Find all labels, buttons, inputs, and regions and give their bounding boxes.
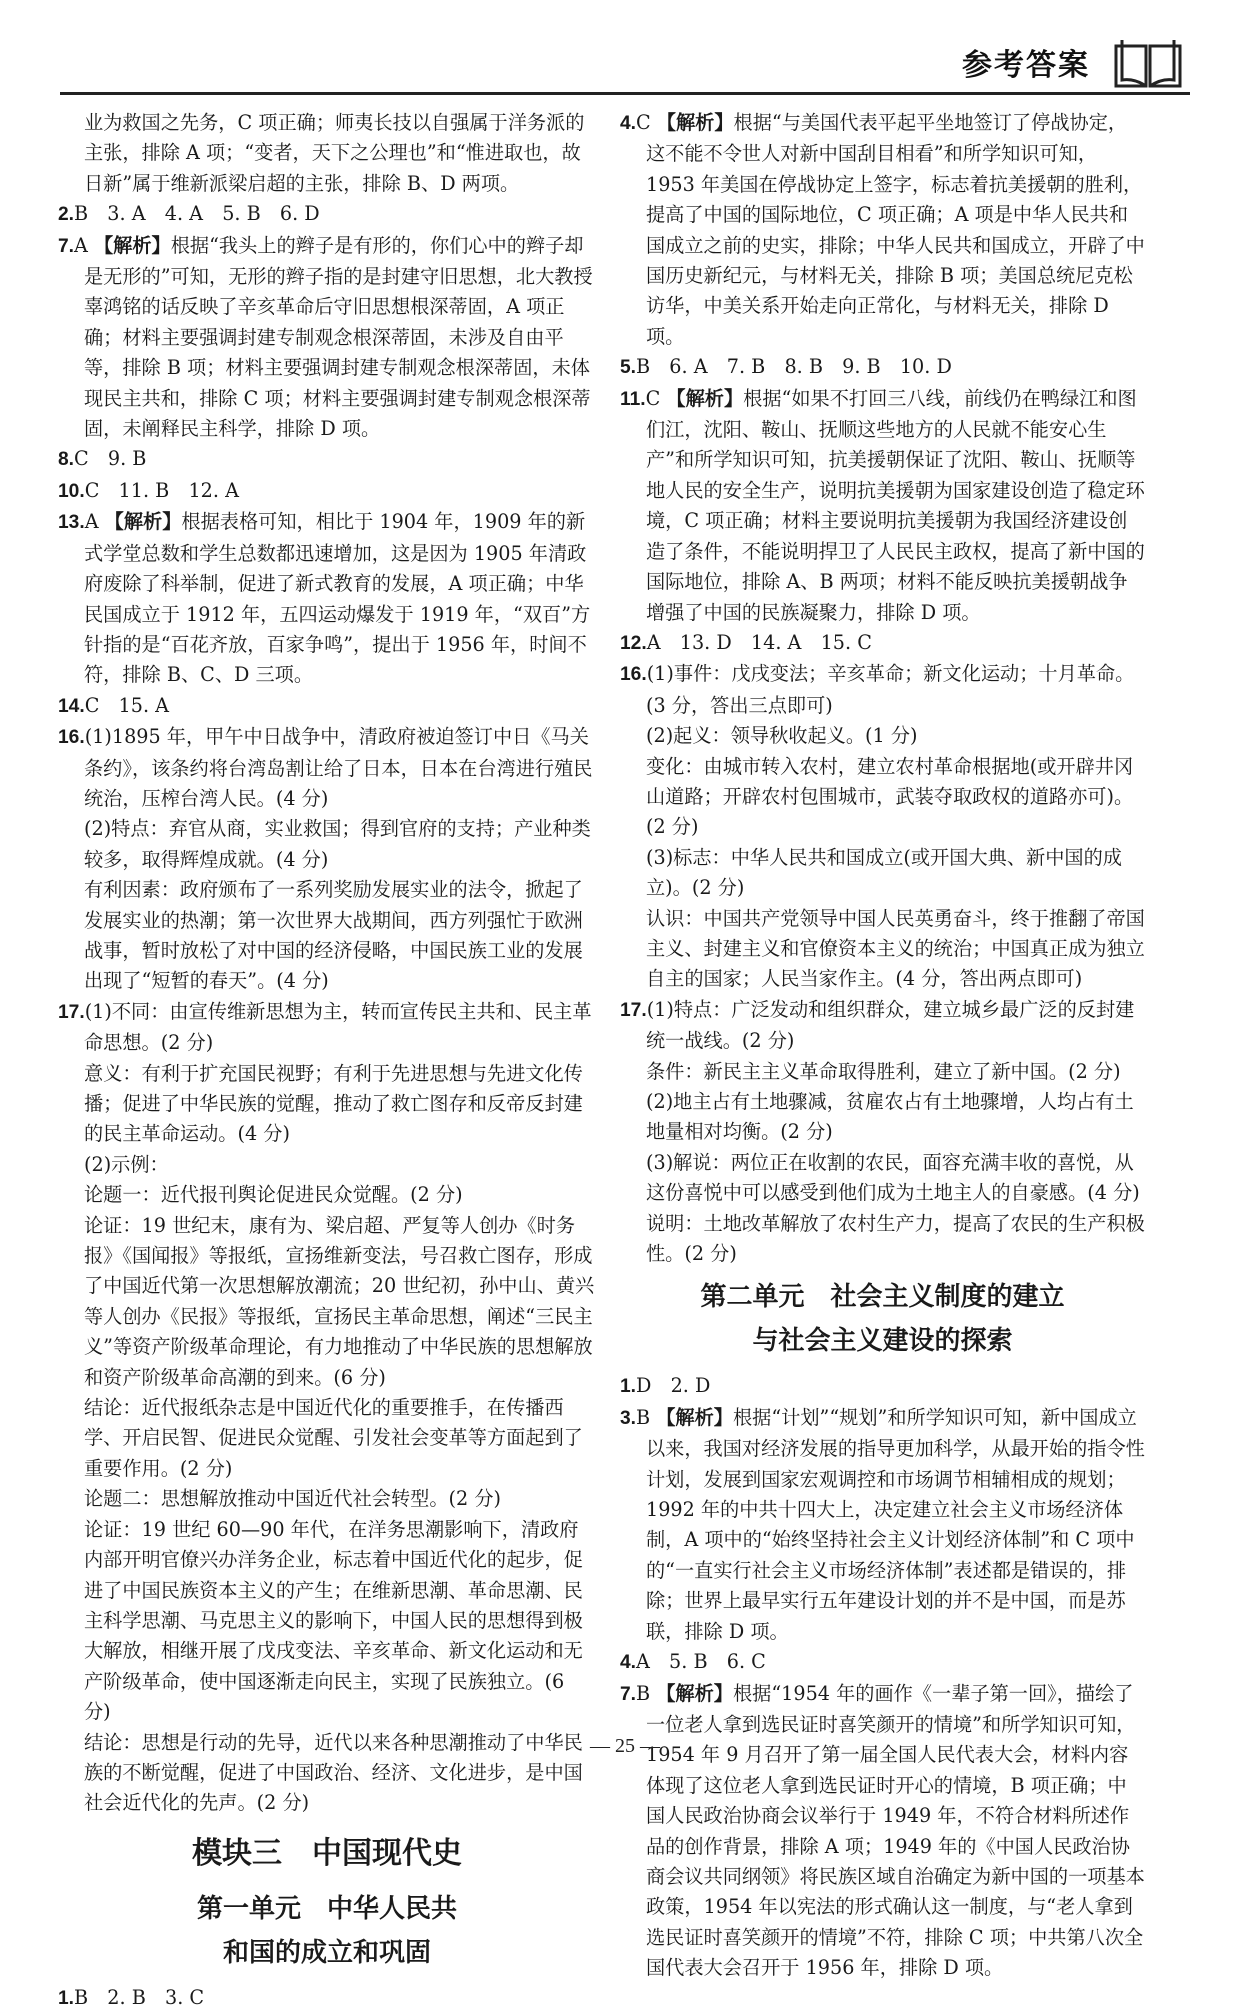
item-number: 10. bbox=[58, 480, 85, 502]
unit-title-line-2: 和国的成立和巩固 bbox=[222, 1937, 431, 1968]
answer-continuation: 业为救国之先务，C 项正确；师夷长技以自强属于洋务派的主张，排除 A 项；“变者，天下之公理也”和“惟进取也，故日新”属于维新派梁启超的主张，排除 B、D 两项。 bbox=[84, 111, 585, 195]
answer-item-1 bbox=[58, 1983, 596, 2014]
answer-item-4 bbox=[620, 1647, 1145, 1678]
item-number: 12. bbox=[620, 632, 647, 654]
item-text: (1)特点：广泛发动和组织群众，建立城乡最广泛的反封建统一战线。(2 分) bbox=[646, 997, 1135, 1053]
answer-subpart: (2)特点：弃官从商，实业救国；得到官府的支持；产业种类较多，取得辉煌成就。(4 分) bbox=[84, 817, 591, 871]
answer-item-1 bbox=[620, 1371, 1145, 1402]
page-number: — 25 — bbox=[590, 1735, 660, 1757]
answer-item-16 bbox=[620, 659, 1145, 721]
answer-subpart: 意义：有利于扩充国民视野；有利于先进思想与先进文化传播；促进了中华民族的觉醒，推动了救亡图存和反帝反封建的民主革命运动。(4 分) bbox=[84, 1061, 583, 1146]
right-column bbox=[620, 108, 1145, 1984]
item-number: 11. bbox=[620, 388, 646, 410]
module-title: 模块三 中国现代史 bbox=[192, 1835, 462, 1871]
left-column bbox=[58, 108, 596, 2014]
item-text: 根据表格可知，相比于 1904 年，1909 年的新式学堂总数和学生总数都迅速增加，这是因为 1905 年清政府废除了科举制，促进了新式教育的发展，A 项正确；中华民国成立于 1912 年，五四运动爆发于 1919 年，“双百”方针指的是“百花齐放，百家争鸣”，提出于 1956 年，时间不符，排除 B、C、D 三项。 bbox=[84, 510, 591, 687]
answer-subpart: 论证：19 世纪 60—90 年代，在洋务思潮影响下，清政府内部开明官僚兴办洋务企业，标志着中国近代化的起步，促进了中国民族资本主义的产生；在维新思潮、革命思潮、民主科学思潮、马克思主义的影响下，中国人民的思想得到极大解放，相继开展了戊戌变法、辛亥革命、新文化运动和无产阶级革命，使中国逐渐走向民主，实现了民族独立。(6 分) bbox=[84, 1517, 583, 1724]
item-number: 14. bbox=[58, 695, 85, 717]
answer-subpart: (2)地主占有土地骤减，贫雇农占有土地骤增，人均占有土地量相对均衡。(2 分) bbox=[646, 1090, 1134, 1144]
answer-item-4 bbox=[620, 108, 1145, 352]
item-number: 1. bbox=[620, 1376, 637, 1398]
item-text: (1)事件：戊戌变法；辛亥革命；新文化运动；十月革命。(3 分，答出三点即可) bbox=[646, 662, 1135, 717]
item-answer: C bbox=[645, 386, 667, 410]
answer-item-3 bbox=[620, 1403, 1145, 1647]
answer-subpart: 论题一：近代报刊舆论促进民众觉醒。(2 分) bbox=[84, 1183, 463, 1207]
book-icon bbox=[1108, 36, 1188, 92]
answer-subpart: 有利因素：政府颁布了一系列奖励发展实业的法令，掀起了发展实业的热潮；第一次世界大战期间，西方列强忙于欧洲战事，暂时放松了对中国的经济侵略，中国民族工业的发展出现了“短暂的春天”。(4 分) bbox=[84, 878, 583, 993]
item-number: 7. bbox=[620, 1683, 637, 1705]
item-answer: A bbox=[74, 233, 94, 257]
item-text: C 15. A bbox=[84, 693, 170, 717]
item-text: B 6. A 7. B 8. B 9. B 10. D bbox=[636, 355, 952, 379]
item-number: 16. bbox=[620, 664, 647, 686]
item-text: A 13. D 14. A 15. C bbox=[646, 630, 872, 654]
answer-subpart: (3)标志：中华人民共和国成立(或开国大典、新中国的成立)。(2 分) bbox=[646, 845, 1122, 900]
answer-item-8 bbox=[58, 444, 596, 475]
item-text: 根据“1954 年的画作《一辈子第一回》，描绘了一位老人拿到选民证时喜笑颜开的情境”和所学知识可知，1954 年 9 月召开了第一届全国人民代表大会，材料内容体现了这位老人拿到选民证时开心的情境，B 项正确；中国人民政治协商会议举行于 1949 年，不符合材料所述作品的创作背景，排除 A 项；1949 年的《中国人民政治协商会议共同纲领》将民族区域自治确定为新中国的一项基本政策，1954 年以宪法的形式确认这一制度，与“老人拿到选民证时喜笑颜开的情境”不符，排除 C 项；中共第八次全国代表大会召开于 1956 年，排除 D 项。 bbox=[646, 1681, 1145, 1980]
item-text: C 9. B bbox=[74, 447, 147, 471]
answer-item-14 bbox=[58, 691, 596, 722]
item-answer: B bbox=[636, 1405, 657, 1429]
answer-item-5 bbox=[620, 352, 1145, 383]
header-title: 参考答案 bbox=[962, 48, 1090, 83]
item-number: 17. bbox=[620, 999, 647, 1021]
item-answer: C bbox=[636, 111, 657, 134]
answer-subpart: (2)起义：领导秋收起义。(1 分) bbox=[646, 724, 918, 748]
item-number: 17. bbox=[58, 1001, 85, 1023]
header-rule bbox=[60, 92, 1190, 95]
answer-subpart: 变化：由城市转入农村，建立农村革命根据地(或开辟井冈山道路；开辟农村包围城市，武装夺取政权的道路亦可)。(2 分) bbox=[646, 754, 1134, 839]
answer-subpart: (2)示例： bbox=[84, 1152, 169, 1176]
item-text: C 11. B 12. A bbox=[84, 478, 239, 502]
analysis-tag: 【解析】 bbox=[93, 233, 171, 257]
item-text: 根据“计划”“规划”和所学知识可知，新中国成立以来，我国对经济发展的指导更加科学，从最开始的指令性计划，发展到国家宏观调控和市场调节相辅相成的规划；1992 年的中共十四大上，决定建立社会主义市场经济体制，A 项中的“始终坚持社会主义计划经济体制”和 C 项中的“一直实行社会主义市场经济体制”表述都是错误的，排除；世界上最早实行五年建设计划的并不是中国，而是苏联，排除 D 项。 bbox=[646, 1405, 1145, 1643]
answer-item-17 bbox=[620, 995, 1145, 1057]
item-number: 1. bbox=[58, 1987, 75, 2009]
answer-item-12 bbox=[620, 628, 1145, 659]
answer-subpart: 认识：中国共产党领导中国人民英勇奋斗，终于推翻了帝国主义、封建主义和官僚资本主义的统治；中国真正成为独立自主的国家；人民当家作主。(4 分，答出两点即可) bbox=[646, 906, 1145, 991]
analysis-tag: 【解析】 bbox=[666, 386, 744, 410]
analysis-tag: 【解析】 bbox=[104, 510, 182, 534]
item-text: A 5. B 6. C bbox=[636, 1650, 766, 1674]
analysis-tag: 【解析】 bbox=[656, 111, 734, 134]
item-number: 13. bbox=[58, 512, 85, 534]
analysis-tag: 【解析】 bbox=[656, 1681, 733, 1705]
item-number: 16. bbox=[58, 727, 85, 749]
answer-subpart: 论题二：思想解放推动中国近代社会转型。(2 分) bbox=[84, 1487, 502, 1511]
item-text: B 2. B 3. C bbox=[74, 1985, 205, 2009]
answer-item-7 bbox=[620, 1679, 1145, 1984]
answer-subpart: 论证：19 世纪末，康有为、梁启超、严复等人创办《时务报》《国闻报》等报纸，宣扬维新变法，号召救亡图存，形成了中国近代第一次思想解放潮流；20 世纪初，孙中山、黄兴等人创办《民报》等报纸，宣扬民主革命思想，阐述“三民主义”等资产阶级革命理论，有力地推动了中华民族的思想解放和资产阶级革命高潮的到来。(6 分) bbox=[84, 1213, 595, 1389]
item-number: 3. bbox=[620, 1407, 637, 1429]
unit2-title-line-2: 与社会主义建设的探索 bbox=[752, 1326, 1013, 1357]
item-text: 根据“与美国代表平起平坐地签订了停战协定，这不能不令世人对新中国刮目相看”和所学知识可知，1953 年美国在停战协定上签字，标志着抗美援朝的胜利，提高了中国的国际地位，C 项正确；A 项是中华人民共和国成立之前的史实，排除；中华人民共和国成立，开辟了中国历史新纪元，与材料无关，排除 B 项；美国总统尼克松访华，中美关系开始走向正常化，与材料无关，排除 D 项。 bbox=[646, 111, 1145, 348]
item-number: 8. bbox=[58, 449, 75, 471]
item-number: 4. bbox=[620, 1652, 637, 1674]
item-answer: A bbox=[84, 510, 105, 534]
item-text: D 2. D bbox=[636, 1374, 711, 1398]
unit-title-line-1: 第一单元 中华人民共 bbox=[196, 1893, 457, 1924]
item-answer: B bbox=[636, 1681, 657, 1705]
answer-subpart: 条件：新民主主义革命取得胜利，建立了新中国。(2 分) bbox=[646, 1059, 1121, 1083]
answer-item-10 bbox=[58, 476, 596, 507]
unit2-title-line-1: 第二单元 社会主义制度的建立 bbox=[700, 1282, 1065, 1313]
item-number: 2. bbox=[58, 204, 75, 226]
answer-subpart: 结论：思想是行动的先导，近代以来各种思潮推动了中华民族的不断觉醒，促进了中国政治、经济、文化进步，是中国社会近代化的先声。(2 分) bbox=[84, 1730, 583, 1815]
answer-item-2 bbox=[58, 199, 596, 230]
item-text: B 3. A 4. A 5. B 6. D bbox=[74, 202, 320, 226]
answer-item-16 bbox=[58, 722, 596, 814]
answer-subpart: (3)解说：两位正在收割的农民，面容充满丰收的喜悦，从这份喜悦中可以感受到他们成为土地主人的自豪感。(4 分) bbox=[646, 1150, 1140, 1205]
answer-item-11 bbox=[620, 384, 1145, 628]
answer-subpart: 结论：近代报纸杂志是中国近代化的重要推手，在传播西学、开启民智、促进民众觉醒、引发社会变革等方面起到了重要作用。(2 分) bbox=[84, 1396, 583, 1480]
analysis-tag: 【解析】 bbox=[656, 1405, 733, 1429]
item-number: 5. bbox=[620, 357, 637, 379]
answer-subpart: 说明：土地改革解放了农村生产力，提高了农民的生产积极性。(2 分) bbox=[646, 1211, 1145, 1266]
item-number: 7. bbox=[58, 235, 75, 257]
item-text: 根据“如果不打回三八线，前线仍在鸭绿江和图们江，沈阳、鞍山、抚顺这些地方的人民就不能安心生产”和所学知识可知，抗美援朝保证了沈阳、鞍山、抚顺等地人民的安全生产，说明抗美援朝为国家建设创造了稳定环境，C 项正确；材料主要说明抗美援朝为我国经济建设创造了条件，不能说明捍卫了人民民主政权，提高了新中国的国际地位，排除 A、B 两项；材料不能反映抗美援朝战争增强了中国的民族凝聚力，排除 D 项。 bbox=[646, 386, 1145, 624]
item-number: 4. bbox=[620, 113, 637, 134]
answer-item-17 bbox=[58, 997, 596, 1059]
item-text: (1)不同：由宣传维新思想为主，转而宣传民主共和、民主革命思想。(2 分) bbox=[84, 999, 592, 1055]
answer-item-13 bbox=[58, 507, 596, 690]
item-text: (1)1895 年，甲午中日战争中，清政府被迫签订中日《马关条约》，该条约将台湾岛割让给了日本，日本在台湾进行殖民统治，压榨台湾人民。(4 分) bbox=[84, 725, 593, 810]
item-text: 根据“我头上的辫子是有形的，你们心中的辫子却是无形的”可知，无形的辫子指的是封建守旧思想，北大教授辜鸿铭的话反映了辛亥革命后守旧思想根深蒂固，A 项正确；材料主要强调封建专制观念根深蒂固，未涉及自由平等，排除 B 项；材料主要强调封建专制观念根深蒂固，未体现民主共和，排除 C 项；材料主要强调封建专制观念根深蒂固，未阐释民主科学，排除 D 项。 bbox=[84, 233, 593, 441]
answer-item-7 bbox=[58, 231, 596, 445]
